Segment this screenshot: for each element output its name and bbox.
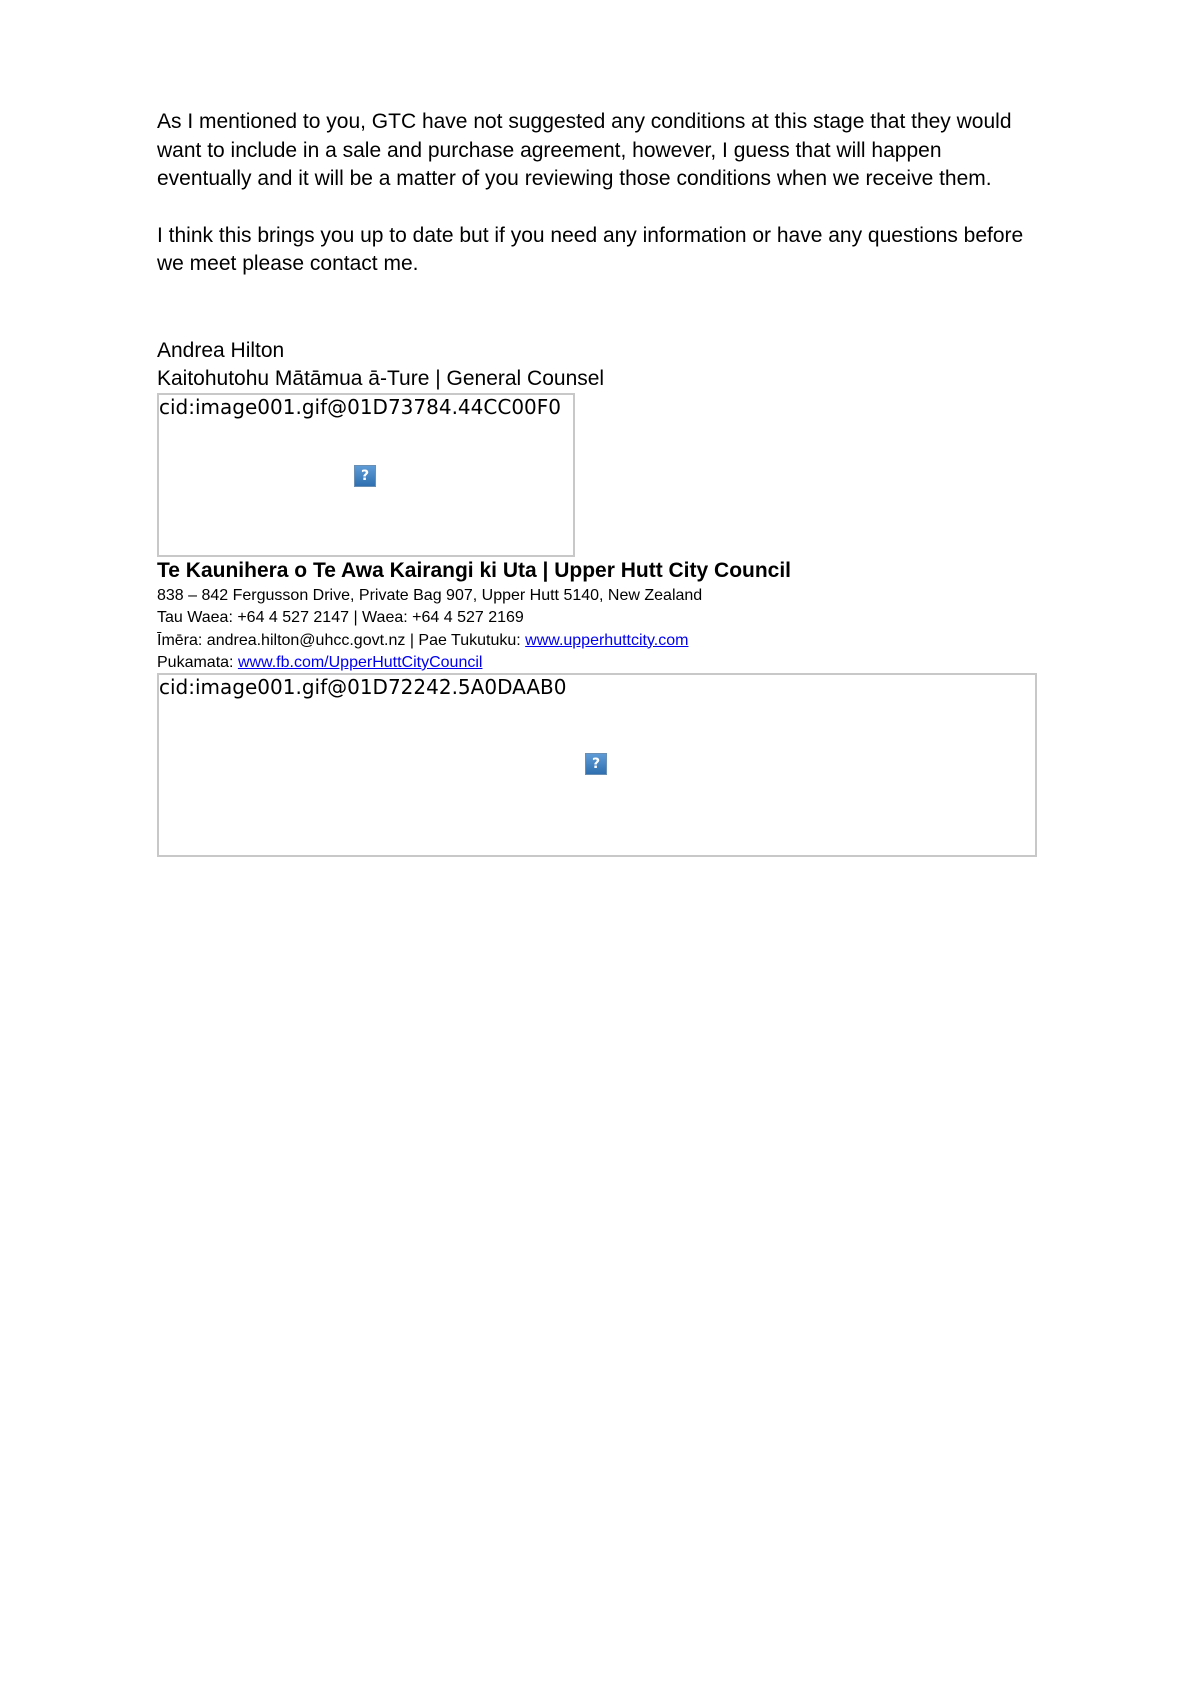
facebook-line [157,652,1037,675]
body-paragraph-2: I think this brings you up to date but if you need any information or have any questions before we meet please contact me. [157,223,1024,275]
signature-logo-image [157,393,575,557]
council-address: 838 – 842 Fergusson Drive, Private Bag 907, Upper Hutt 5140, New Zealand [157,586,703,604]
signature-name: Andrea Hilton [157,338,285,362]
council-name: Te Kaunihera o Te Awa Kairangi ki Uta | Upper Hutt City Council [157,558,792,582]
website-link[interactable]: www.upperhuttcity.com [525,631,689,649]
email-document [157,108,1037,857]
facebook-label: Pukamata: [157,654,238,671]
broken-image-icon: ? [354,465,376,487]
body-paragraph-1: As I mentioned to you, GTC have not suggested any conditions at this stage that they would want to include in a sale and purchase agreement, however, I guess that will happen eventually and it will be a matter of you reviewing those conditions when we receive them. [157,110,1012,190]
image-alt-text: cid:image001.gif@01D72242.5A0DAAB0 [159,674,567,699]
facebook-link[interactable]: www.fb.com/UpperHuttCityCouncil [237,654,483,671]
email-label: Īmēra: andrea.hilton@uhcc.govt.nz | Pae Tukutuku: [157,631,526,649]
email-website-line [157,630,1037,653]
signature-title: Kaitohutohu Mātāmua ā-Ture | General Counsel [157,366,605,390]
signature-banner-image [157,673,1037,857]
phone-numbers: Tau Waea: +64 4 527 2147 | Waea: +64 4 527 2169 [157,609,524,626]
image-alt-text: cid:image001.gif@01D73784.44CC00F0 [159,394,561,419]
broken-image-icon: ? [585,753,607,775]
